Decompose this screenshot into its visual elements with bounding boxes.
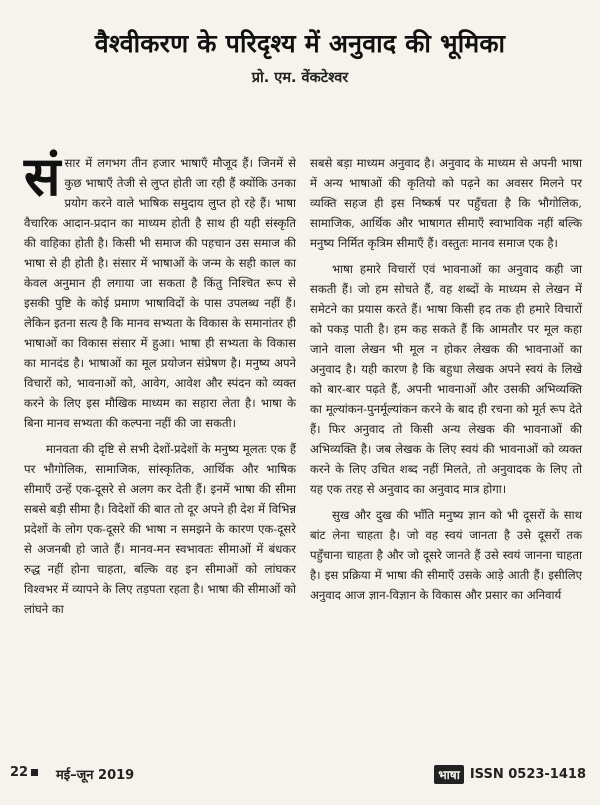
page-number: 22 [10, 765, 42, 780]
paragraph-1: संसार में लगभग तीन हजार भाषाएँ मौजूद हैं। जिनमें से कुछ भाषाएँ तेजी से लुप्त होती जा रही हैं क्योंकि उनका प्रयोग करने वाले भाषिक समुदाय लुप्त हो रहे हैं। भाषा वैचारिक आदान-प्रदान का माध्यम होती है साथ ही यही संस्कृति की वाहिका होती है। किसी भी समाज की पहचान उस समाज की भाषा से ही होती है। संसार में भाषाओं के जन्म के सही काल का केवल अनुमान ही लगाया जा सकता है किंतु निश्चित रूप से इसकी पुष्टि के कोई प्रमाण भाषाविदों के पास उपलब्ध नहीं हैं। लेकिन इतना सत्य है कि मानव सभ्यता के विकास के समानांतर ही भाषाओं का विकास संसार में हुआ। भाषा ही सभ्यता के विकास का मानदंड है। भाषाओं का मूल प्रयोजन संप्रेषण है। मनुष्य अपने विचारों को, भावनाओं को, आवेग, आवेश और स्पंदन को व्यक्त करने के लिए इस मौखिक माध्यम का सहारा लेता है। भाषा के बिना मानव सभ्यता की कल्पना नहीं की जा सकती। [24, 145, 296, 430]
paragraph-3: सबसे बड़ा माध्यम अनुवाद है। अनुवाद के माध्यम से अपनी भाषा में अन्य भाषाओं की कृतियो को पढ़ने का अवसर मिलने पर व्यक्ति सहज ही इस निष्कर्ष पर पहुँचता है कि भौगोलिक, सामाजिक, आर्थिक और भाषागत सीमाएँ स्वाभाविक नहीं बल्कि मनुष्य निर्मित कृत्रिम सीमाएँ हैं। वस्तुतः मानव समाज एक है। [310, 156, 582, 250]
magazine-logo: भाषा [434, 765, 464, 784]
paragraph-2: मानवता की दृष्टि से सभी देशों-प्रदेशों के मनुष्य मूलतः एक हैं पर भौगोलिक, सामाजिक, सांस्कृतिक, आर्थिक और भाषिक सीमाएँ उन्हें एक-दूसरे से अलग कर देती हैं। इनमें भाषा की सीमा सबसे बड़ी सीमा है। विदेशों की बात तो दूर अपने ही देश में विभिन्न प्रदेशों के लोग एक-दूसरे की भाषा न समझने के कारण एक-दूसरे से अजनबी हो जाते हैं। मानव-मन स्वभावतः सीमाओं में बंधकर रुद्ध नहीं होना चाहता, बल्कि वह इन सीमाओं को लांघकर विश्वभर में व्यापने के लिए तड़पता रहता है। भाषा की सीमाओं को लांघने का [24, 442, 296, 616]
left-column [24, 145, 296, 619]
issue-date: मई–जून 2019 [56, 768, 135, 783]
drop-cap: सं [24, 145, 61, 208]
article-author: प्रो. एम. वेंकटेश्वर [251, 70, 349, 86]
footer-right [434, 765, 586, 784]
square-bullet-icon [31, 769, 38, 776]
paragraph-4: भाषा हमारे विचारों एवं भावनाओं का अनुवाद कही जा सकती हैं। जो हम सोचते हैं, वह शब्दों के माध्यम से लेखन में समेटने का प्रयास करते हैं। भाषा किसी हद तक ही हमारे विचारों को पकड़ पाती है। हम कह सकते हैं कि आमतौर पर मूल कहा जाने वाला लेखन भी मूल न होकर लेखक की भावनाओं का अनुवाद है। यही कारण है कि बहुधा लेखक अपने स्वयं के लिखे को बार-बार पढ़ते हैं, अपनी भावनाओं और उसकी अभिव्यक्ति का मूल्यांकन-पुनर्मूल्यांकन करने के बाद ही रचना को मूर्त रूप देते हैं। फिर अनुवाद तो किसी अन्य लेखक की भावनाओं की अभिव्यक्ति है। जब लेखक के लिए स्वयं की भावनाओं को व्यक्त करने के लिए उचित शब्द नहीं मिलते, तो अनुवादक के लिए तो यह एक तरह से अनुवाद का अनुवाद मात्र होगा। [310, 262, 582, 496]
article-title: वैश्वीकरण के परिदृश्य में अनुवाद की भूमिका [94, 29, 506, 58]
issn-number: ISSN 0523-1418 [469, 767, 586, 782]
right-column [310, 153, 582, 605]
paragraph-5: सुख और दुख की भाँति मनुष्य ज्ञान को भी दूसरों के साथ बांट लेना चाहता है। जो वह स्वयं जानता है उसे दूसरों तक पहुँचाना चाहता है और जो दूसरे जानते हैं उसे स्वयं जानना चाहता है। इस प्रक्रिया में भाषा की सीमाएँ उसके आड़े आती हैं। इसीलिए अनुवाद आज ज्ञान-विज्ञान के विकास और प्रसार का अनिवार्य [310, 508, 582, 602]
page-footer [0, 765, 600, 787]
